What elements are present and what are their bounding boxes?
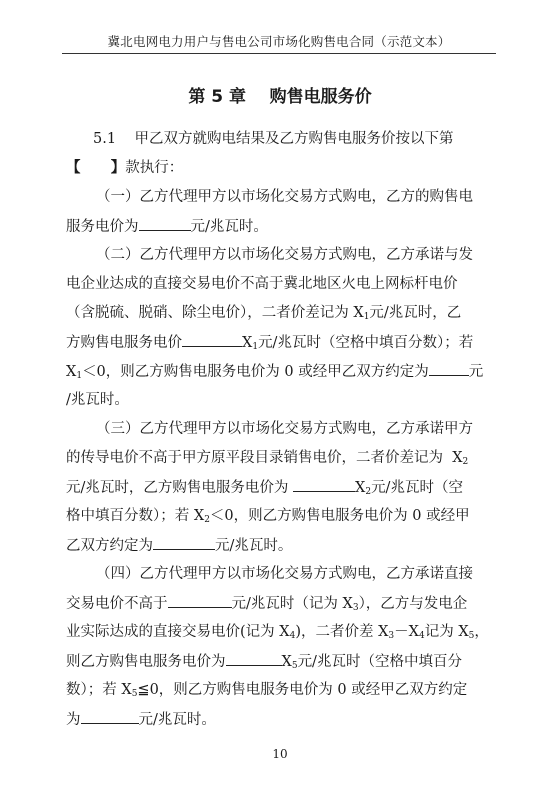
option-4-text-n: 为 [66,712,81,728]
subscript: 3 [388,631,395,641]
option-2-text-c: 方购售电服务电价 [66,335,182,351]
clause-5-1-line-2 [66,159,183,177]
fill-blank [139,217,191,231]
option-3-text-b: 元/兆瓦时，乙方购售电服务电价为 [66,480,293,496]
option-2-line-6: /兆瓦时。 [66,392,129,408]
option-3-line-3 [66,478,463,496]
option-4-text-e: )，二者价差 X [295,624,389,640]
option-bracket-blank: 【 】 [66,159,126,176]
header-title: 冀北电网电力用户与售电公司市场化购售电合同（示范文本） [107,34,451,49]
option-2-line-4 [66,333,473,351]
page-number: 10 [272,747,288,761]
subscript: 5 [291,661,298,671]
option-4-text-h: ， [474,624,489,640]
subscript: 5 [131,689,138,699]
option-4-text-f: －X [394,624,419,640]
subscript: 3 [352,603,359,613]
option-2-text-f: X [66,364,77,380]
option-1-text-a: 服务电价为 [66,219,139,235]
subscript: 1 [363,312,370,322]
option-4-text-i: 则乙方购售电服务电价为 [66,654,226,670]
option-4-text-m: ≦0，则乙方购售电服务电价为 0 或经甲乙双方约定 [137,682,468,698]
option-4-line-2 [66,594,467,612]
option-4-text-a: 交易电价不高于 [66,596,168,612]
option-3-text-e: 格中填百分数）；若 X [66,508,205,524]
option-2-text-d: X [242,335,253,351]
option-2-text-b: 元/兆瓦时，乙 [369,305,462,321]
option-4-text-b: 元/兆瓦时（记为 X [231,596,353,612]
option-3-text-a: 的传导电价不高于甲方原平段目录销售电价，二者价差记为 X [66,450,463,466]
fill-blank [81,710,139,724]
fill-blank [226,652,282,666]
option-2-line-5 [66,362,483,380]
option-3-text-h: 元/兆瓦时。 [215,538,293,554]
subscript: 2 [204,515,210,525]
option-1-line-1: （一）乙方代理甲方以市场化交易方式购电，乙方的购售电 [96,189,473,205]
option-4-line-3 [66,623,489,641]
option-4-text-l: 数）；若 X [66,682,132,698]
subscript: 4 [289,631,296,641]
option-2-text-a: （含脱硫、脱硝、除尘电价），二者价差记为 X [66,305,364,321]
clause-5-1-line-1: 5.1 甲乙双方就购电结果及乙方购售电服务价按以下第 [93,131,454,147]
fill-blank [168,594,232,608]
option-3-text-g: 乙双方约定为 [66,538,153,554]
option-2-line-1: （二）乙方代理甲方以市场化交易方式购电，乙方承诺与发 [96,247,473,263]
subscript: 1 [76,371,83,381]
option-4-text-d: 业实际达成的直接交易电价(记为 X [66,624,290,640]
option-2-text-h: 元 [468,364,484,380]
page-header [62,16,496,54]
option-3-text-c: X [355,480,366,496]
option-4-text-o: 元/兆瓦时。 [138,712,216,728]
chapter-title: 第 5 章 购售电服务价 [188,87,372,107]
option-4-text-j: X [281,654,292,670]
option-4-line-4 [66,652,462,670]
subscript: 5 [468,631,475,641]
option-4-text-k: 元/兆瓦时（空格中填百分 [297,654,462,670]
fill-blank [293,478,355,492]
option-3-line-4 [66,507,470,525]
fill-blank [429,362,469,376]
subscript: 2 [365,487,372,497]
option-1-line-2 [66,217,268,235]
option-4-line-5 [66,681,467,699]
subscript: 1 [252,342,259,352]
clause-5-1-text: 款执行： [125,160,184,176]
subscript: 2 [462,457,469,467]
option-3-line-1: （三）乙方代理甲方以市场化交易方式购电，乙方承诺甲方 [96,421,473,437]
option-2-line-2: 电企业达成的直接交易电价不高于冀北地区火电上网标杆电价 [66,276,458,292]
option-2-text-e: 元/兆瓦时（空格中填百分数）；若 [258,335,474,351]
option-2-line-3 [66,304,461,322]
option-2-text-g: ＜0，则乙方购售电服务电价为 0 或经甲乙双方约定为 [82,364,429,380]
option-3-line-5 [66,536,292,554]
fill-blank [153,536,215,550]
option-3-line-2 [66,449,468,467]
option-4-text-c: ），乙方与发电企 [358,596,468,612]
option-4-text-g: 记为 X [424,624,469,640]
option-3-text-d: 元/兆瓦时（空 [371,480,463,496]
fill-blank [182,333,242,347]
subscript: 4 [418,631,425,641]
option-1-text-b: 元/兆瓦时。 [190,219,268,235]
option-3-text-f: ＜0，则乙方购售电服务电价为 0 或经甲 [209,508,470,524]
option-4-line-6 [66,710,216,728]
option-4-line-1: （四）乙方代理甲方以市场化交易方式购电，乙方承诺直接 [96,566,473,582]
